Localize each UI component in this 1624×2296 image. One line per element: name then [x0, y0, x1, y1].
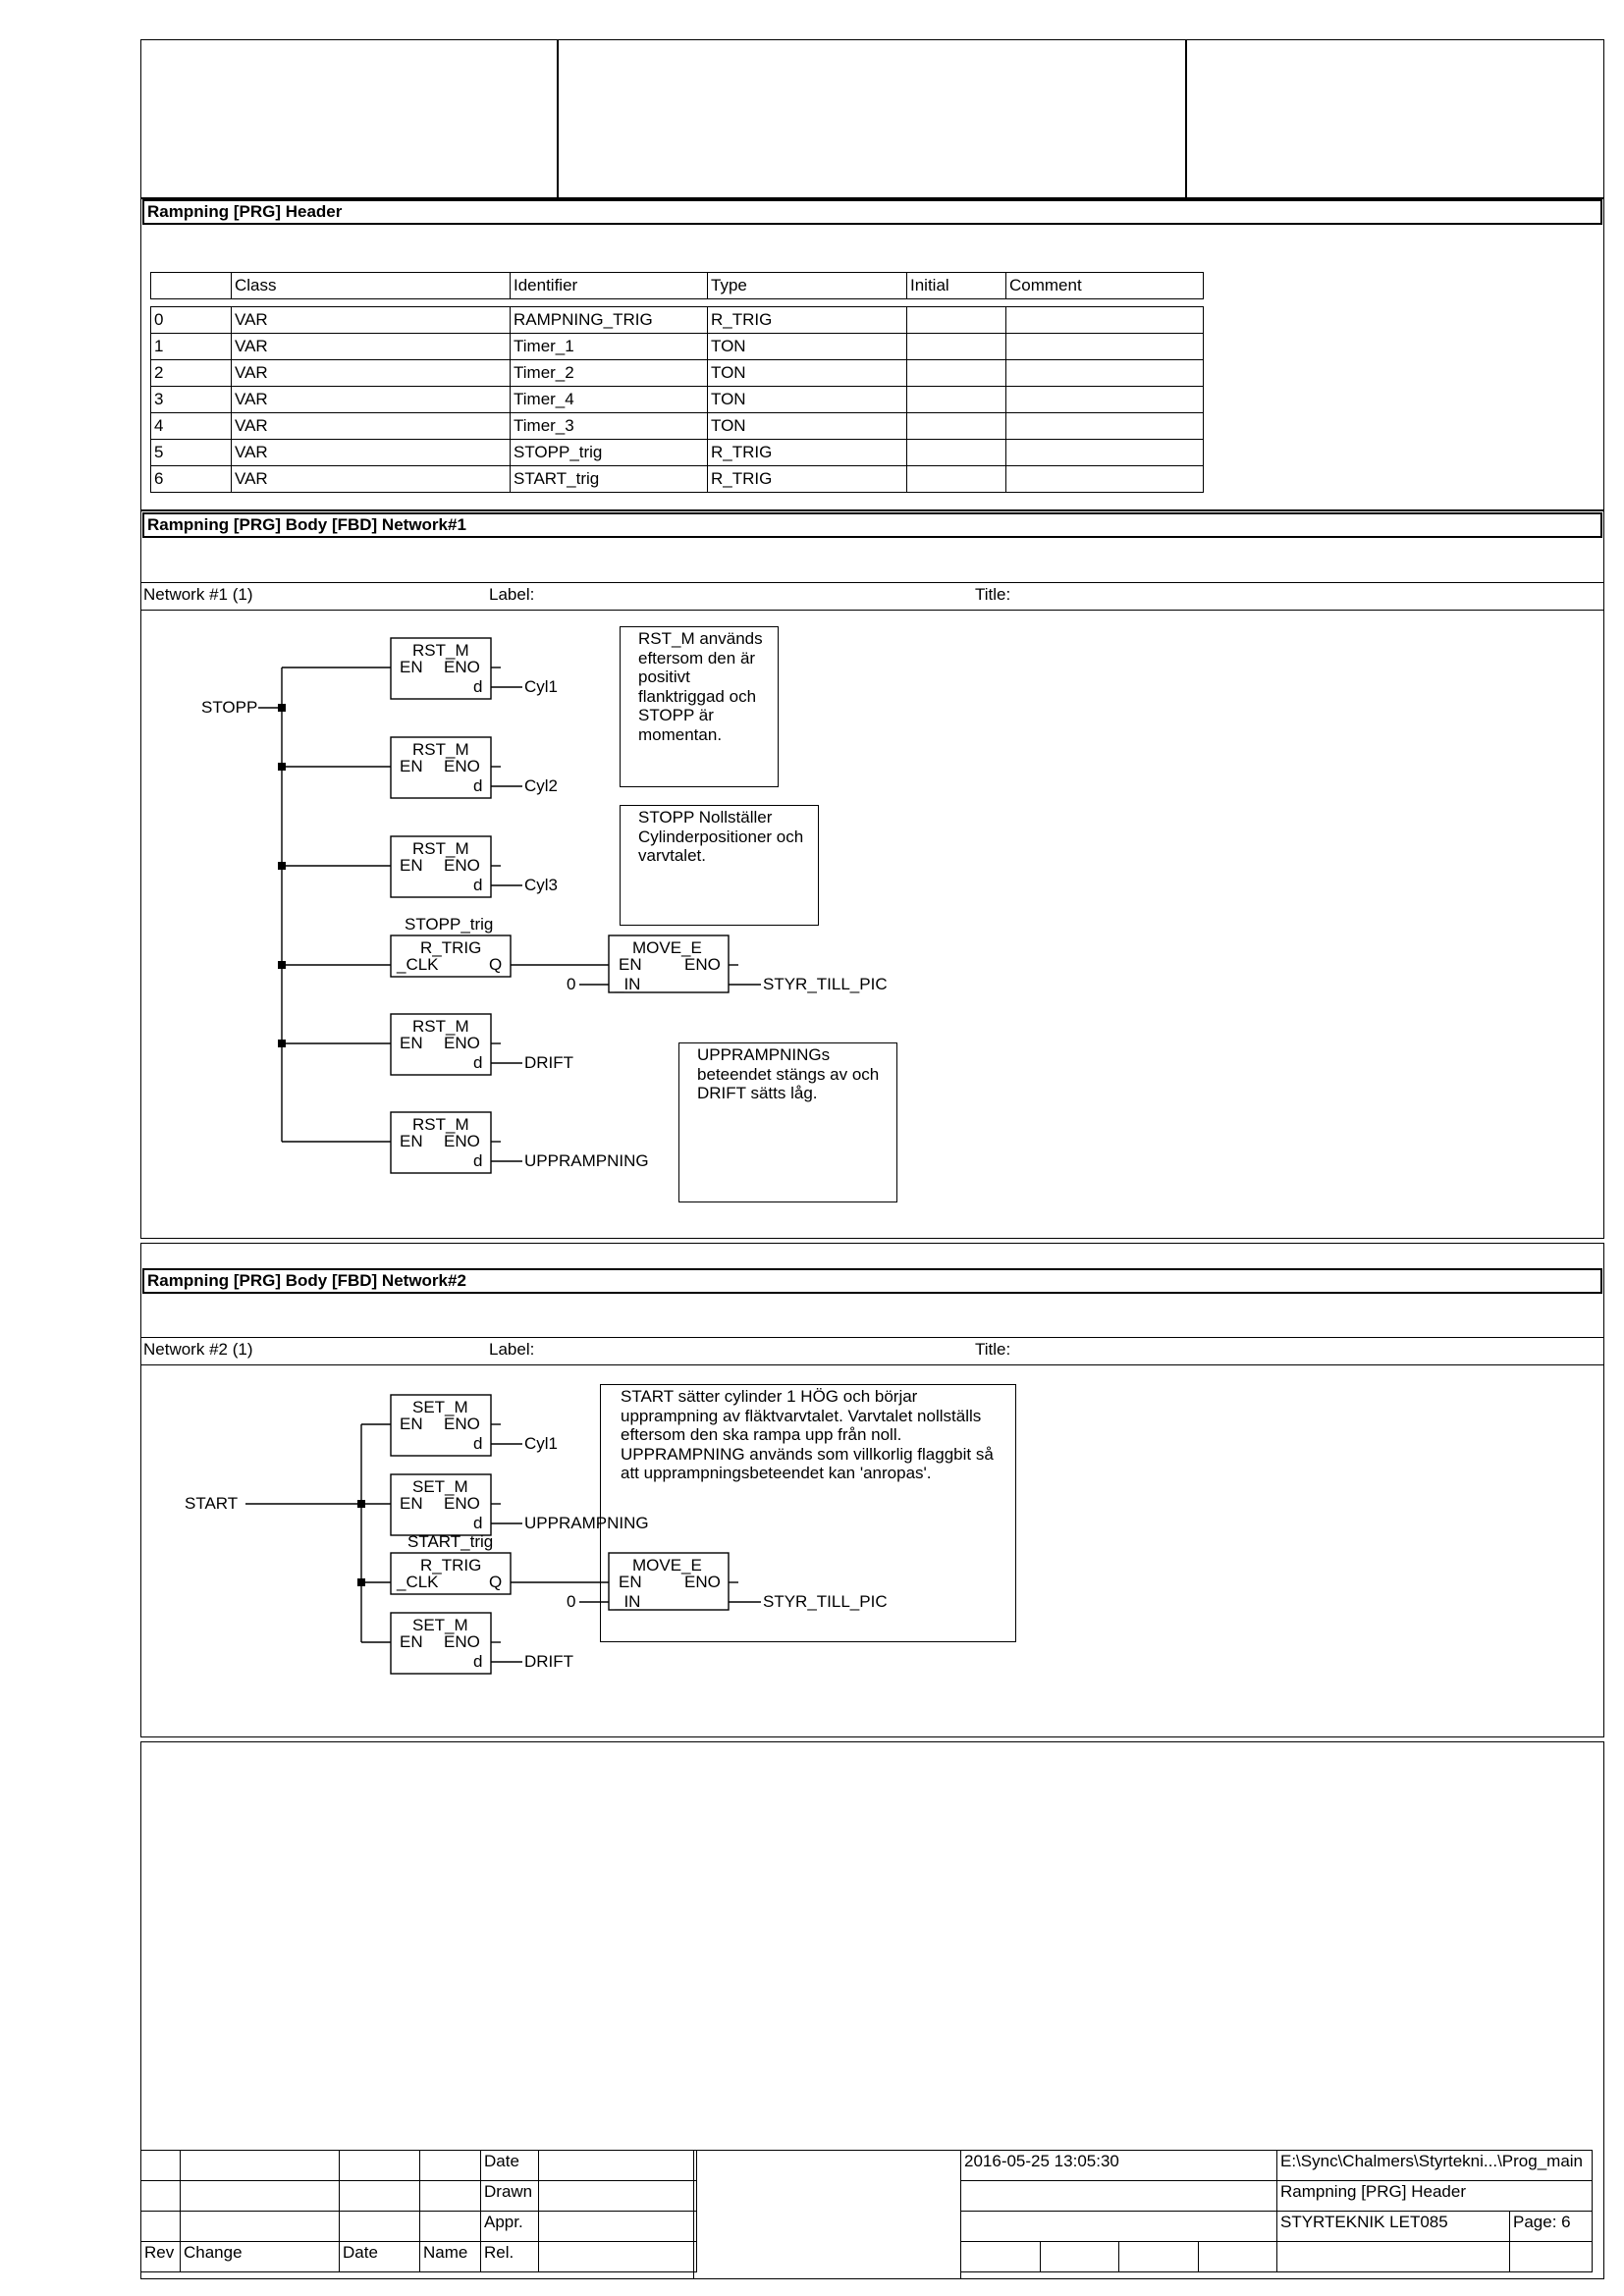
change-label: Change: [181, 2242, 340, 2272]
pin-eno: ENO: [444, 1034, 480, 1052]
network1-label: Label:: [489, 585, 535, 604]
instance-name: STOPP_trig: [405, 915, 494, 934]
pin-in: _IN: [615, 975, 641, 993]
block-name: SET_M: [412, 1398, 468, 1416]
move-output: STYR_TILL_PIC: [763, 1592, 888, 1611]
table-cell: Timer_1: [511, 334, 708, 360]
pin-q: Q: [489, 955, 503, 974]
comment-box: START sätter cylinder 1 HÖG och börjar upprampning av fläktvarvtalet. Varvtalet nollställs eftersom den ska rampa upp från noll. UPPRAMPNING används som villkorlig flaggbit så att upprampningsbeteendet kan 'anropas'.: [600, 1384, 1016, 1642]
pin-d: d: [473, 1053, 483, 1072]
footer-info-table: [960, 2150, 1593, 2272]
network2-section-title: Rampning [PRG] Body [FBD] Network#2: [142, 1268, 1602, 1294]
output-upprampning: UPPRAMPNING: [524, 1514, 649, 1532]
table-cell: TON: [708, 413, 907, 440]
network2-name: Network #2 (1): [143, 1340, 253, 1359]
block-name: RST_M: [412, 641, 469, 660]
table-cell: STOPP_trig: [511, 440, 708, 466]
pin-d: d: [473, 1434, 483, 1453]
output-cyl1: Cyl1: [524, 1434, 559, 1453]
table-cell: 5: [151, 440, 232, 466]
move-output: STYR_TILL_PIC: [763, 975, 888, 993]
block-name: R_TRIG: [420, 938, 482, 957]
table-cell: 2: [151, 360, 232, 387]
name-label: Name: [420, 2242, 481, 2272]
output-drift: DRIFT: [524, 1652, 574, 1671]
block-name: RST_M: [412, 740, 469, 759]
pin-clk: _CLK: [397, 1573, 439, 1591]
pin-eno: ENO: [684, 955, 721, 974]
pin-en: EN: [400, 757, 423, 775]
block-name: RST_M: [412, 1115, 469, 1134]
pin-eno: ENO: [684, 1573, 721, 1591]
table-cell: VAR: [232, 307, 511, 334]
constant-zero: 0: [567, 1592, 576, 1611]
table-cell: Timer_4: [511, 387, 708, 413]
pin-clk: _CLK: [397, 955, 439, 974]
table-cell: RAMPNING_TRIG: [511, 307, 708, 334]
column-header: Comment: [1006, 273, 1204, 299]
doc-title: Rampning [PRG] Header: [1277, 2181, 1593, 2212]
column-header: Identifier: [511, 273, 708, 299]
course-name: STYRTEKNIK LET085: [1277, 2212, 1510, 2242]
table-cell: VAR: [232, 440, 511, 466]
header-section-title: Rampning [PRG] Header: [142, 199, 1602, 225]
network2-title: Title:: [975, 1340, 1011, 1359]
column-header: Type: [708, 273, 907, 299]
network1-section-title: Rampning [PRG] Body [FBD] Network#1: [142, 512, 1602, 538]
pin-d: d: [473, 776, 483, 795]
date-label: Date: [481, 2151, 539, 2181]
instance-name: START_trig: [407, 1532, 494, 1551]
table-cell: R_TRIG: [708, 466, 907, 493]
table-cell: 3: [151, 387, 232, 413]
start-input: START: [185, 1494, 239, 1513]
table-cell: 6: [151, 466, 232, 493]
table-cell: R_TRIG: [708, 440, 907, 466]
pin-eno: ENO: [444, 757, 480, 775]
timestamp: 2016-05-25 13:05:30: [961, 2151, 1277, 2181]
table-cell: TON: [708, 334, 907, 360]
pin-d: d: [473, 1151, 483, 1170]
table-cell: VAR: [232, 413, 511, 440]
drawn-label: Drawn: [481, 2181, 539, 2212]
pin-en: EN: [400, 1132, 423, 1150]
table-cell: VAR: [232, 360, 511, 387]
network1-title: Title:: [975, 585, 1011, 604]
block-name: R_TRIG: [420, 1556, 482, 1575]
pin-d: d: [473, 1652, 483, 1671]
file-path: E:\Sync\Chalmers\Styrtekni...\Prog_main: [1277, 2151, 1593, 2181]
pin-in: _IN: [615, 1592, 641, 1611]
rel-label: Rel.: [481, 2242, 539, 2272]
output-cyl3: Cyl3: [524, 876, 559, 894]
table-cell: 0: [151, 307, 232, 334]
block-name: RST_M: [412, 1017, 469, 1036]
output-cyl1: Cyl1: [524, 677, 559, 696]
block-name: RST_M: [412, 839, 469, 858]
page-number: Page: 6: [1510, 2212, 1593, 2242]
table-cell: Timer_3: [511, 413, 708, 440]
output-drift: DRIFT: [524, 1053, 574, 1072]
network2-label: Label:: [489, 1340, 535, 1359]
pin-eno: ENO: [444, 1632, 480, 1651]
constant-zero: 0: [567, 975, 576, 993]
block-name: SET_M: [412, 1616, 468, 1634]
table-cell: VAR: [232, 466, 511, 493]
table-cell: 1: [151, 334, 232, 360]
column-header: Class: [232, 273, 511, 299]
pin-d: d: [473, 1514, 483, 1532]
comment-box: STOPP Nollställer Cylinderpositioner och varvtalet.: [620, 805, 819, 926]
table-cell: START_trig: [511, 466, 708, 493]
block-name: SET_M: [412, 1477, 468, 1496]
table-cell: VAR: [232, 387, 511, 413]
stopp-input: STOPP: [201, 698, 258, 717]
pin-en: EN: [400, 1034, 423, 1052]
footer-blank-cell: [693, 2150, 961, 2279]
table-cell: VAR: [232, 334, 511, 360]
table-cell: R_TRIG: [708, 307, 907, 334]
rev-label: Rev: [141, 2242, 181, 2272]
pin-eno: ENO: [444, 856, 480, 875]
pin-en: EN: [400, 658, 423, 676]
table-cell: 4: [151, 413, 232, 440]
pin-en: EN: [400, 1632, 423, 1651]
pin-eno: ENO: [444, 1415, 480, 1433]
table-cell: TON: [708, 360, 907, 387]
pin-en: EN: [400, 1415, 423, 1433]
table-cell: Timer_2: [511, 360, 708, 387]
pin-en: EN: [619, 1573, 642, 1591]
table-cell: TON: [708, 387, 907, 413]
pin-eno: ENO: [444, 658, 480, 676]
pin-en: EN: [400, 856, 423, 875]
output-cyl2: Cyl2: [524, 776, 559, 795]
appr-label: Appr.: [481, 2212, 539, 2242]
pin-en: EN: [619, 955, 642, 974]
pin-d: d: [473, 876, 483, 894]
column-header: Initial: [907, 273, 1006, 299]
pin-q: Q: [489, 1573, 503, 1591]
pin-eno: ENO: [444, 1132, 480, 1150]
comment-box: RST_M används eftersom den är positivt flanktriggad och STOPP är momentan.: [620, 626, 779, 787]
block-name: MOVE_E: [632, 938, 702, 957]
output-upprampning: UPPRAMPNING: [524, 1151, 649, 1170]
pin-d: d: [473, 677, 483, 696]
block-name: MOVE_E: [632, 1556, 702, 1575]
network1-name: Network #1 (1): [143, 585, 253, 604]
footer-revision-table: [140, 2150, 697, 2272]
date-column-label: Date: [340, 2242, 420, 2272]
comment-box: UPPRAMPNINGs beteendet stängs av och DRIFT sätts låg.: [678, 1042, 897, 1202]
pin-eno: ENO: [444, 1494, 480, 1513]
pin-en: EN: [400, 1494, 423, 1513]
